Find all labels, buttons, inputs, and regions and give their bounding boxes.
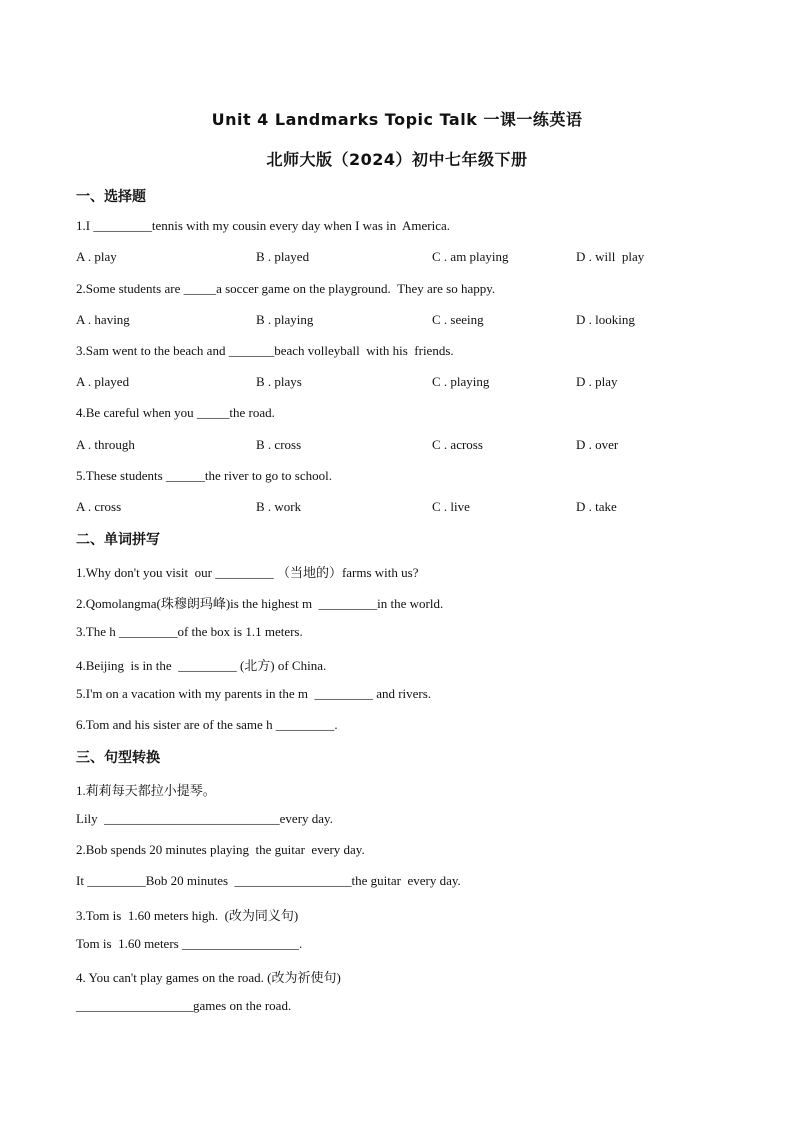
question-stem: 4.Be careful when you _____the road. — [76, 405, 275, 420]
option-b: B . plays — [256, 374, 302, 389]
question-stem: 1.I _________tennis with my cousin every day when I was in America. — [76, 218, 451, 233]
page-subtitle: 北师大版（2024）初中七年级下册 — [266, 150, 528, 169]
question-stem: 2.Some students are _____a soccer game on the playground. They are so happy. — [76, 281, 496, 296]
option-a: A . having — [76, 312, 130, 327]
transformation-answer: __________________games on the road. — [76, 998, 292, 1013]
option-a: A . play — [76, 249, 117, 264]
transformation-item: 4. You can't play games on the road. (改为祈使句) — [76, 970, 341, 985]
section-heading-multiple-choice: 一、选择题 — [76, 189, 146, 205]
option-c: C . across — [432, 437, 483, 452]
option-a: A . through — [76, 437, 135, 452]
option-b: B . cross — [256, 437, 302, 452]
option-d: D . play — [576, 374, 618, 389]
option-c: C . playing — [432, 374, 490, 389]
option-b: B . work — [256, 499, 302, 514]
option-d: D . take — [576, 499, 617, 514]
transformation-item: 3.Tom is 1.60 meters high. (改为同义句) — [76, 908, 299, 923]
transformation-item: 2.Bob spends 20 minutes playing the guitar every day. — [76, 842, 365, 857]
option-b: B . playing — [256, 312, 314, 327]
option-d: D . over — [576, 437, 619, 452]
page-title: Unit 4 Landmarks Topic Talk 一课一练英语 — [211, 110, 583, 129]
transformation-answer: Tom is 1.60 meters __________________. — [76, 936, 303, 951]
transformation-answer: It _________Bob 20 minutes __________________the guitar every day. — [76, 873, 461, 888]
option-c: C . am playing — [432, 249, 509, 264]
spelling-item: 2.Qomolangma(珠穆朗玛峰)is the highest m _________in the world. — [76, 596, 444, 611]
spelling-item: 5.I'm on a vacation with my parents in the m _________ and rivers. — [76, 686, 432, 701]
question-stem: 5.These students ______the river to go to school. — [76, 468, 332, 483]
option-a: A . cross — [76, 499, 122, 514]
transformation-answer: Lily ___________________________every day. — [76, 811, 333, 826]
option-c: C . live — [432, 499, 470, 514]
option-d: D . will play — [576, 249, 645, 264]
spelling-item: 4.Beijing is in the _________ (北方) of China. — [76, 658, 327, 673]
option-d: D . looking — [576, 312, 635, 327]
question-stem: 3.Sam went to the beach and _______beach volleyball with his friends. — [76, 343, 454, 358]
transformation-item: 1.莉莉每天都拉小提琴。 — [76, 783, 216, 798]
option-a: A . played — [76, 374, 130, 389]
spelling-item: 6.Tom and his sister are of the same h _________. — [76, 717, 338, 732]
option-b: B . played — [256, 249, 310, 264]
spelling-item: 3.The h _________of the box is 1.1 meters. — [76, 624, 303, 639]
spelling-item: 1.Why don't you visit our _________ （当地的）farms with us? — [76, 565, 419, 580]
section-heading-transformation: 三、句型转换 — [76, 750, 160, 766]
option-c: C . seeing — [432, 312, 484, 327]
section-heading-spelling: 二、单词拼写 — [76, 532, 160, 548]
